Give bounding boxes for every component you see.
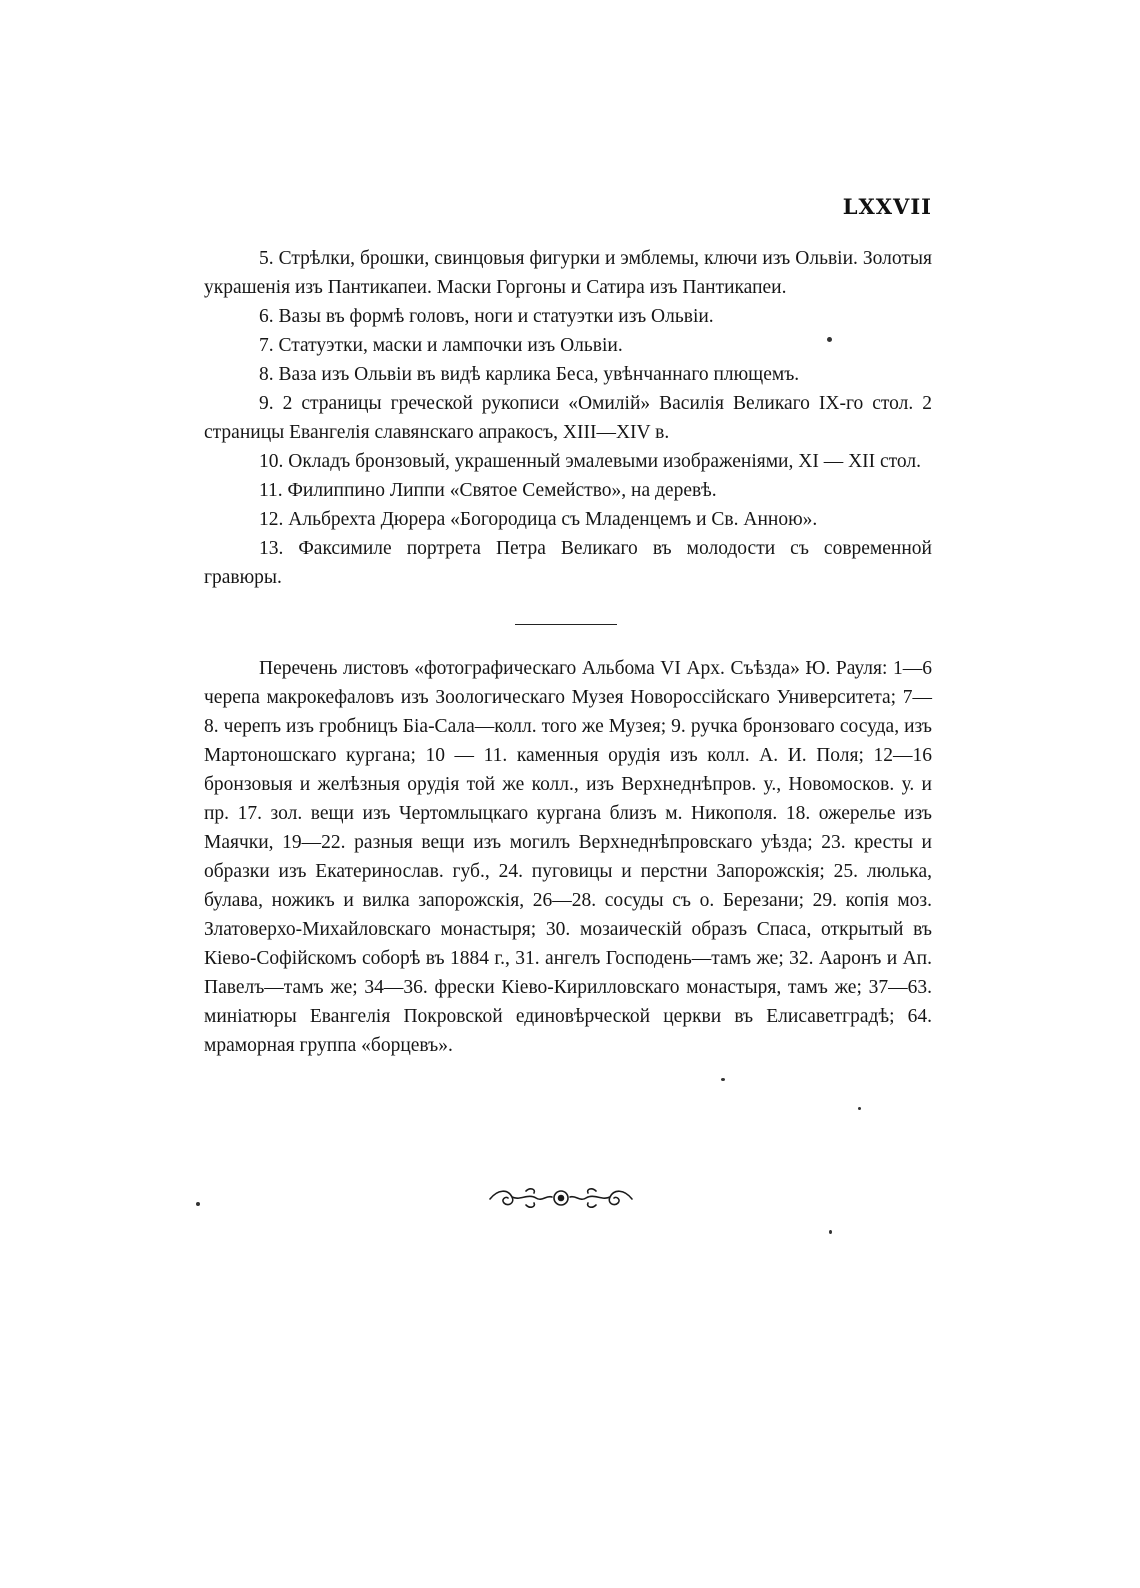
plate-item-12: 12. Альбрехта Дюрера «Богородица съ Младенцемъ и Св. Анною». — [259, 509, 818, 530]
plate-list — [204, 244, 932, 592]
plate-item-13: 13. Факсимиле портрета Петра Великаго въ молодости съ современной гравюры. — [204, 538, 932, 588]
plate-item-11: 11. Филиппино Липпи «Святое Семейство», на деревѣ. — [259, 480, 717, 501]
plate-item-7: 7. Статуэтки, маски и лампочки изъ Ольвіи. — [259, 335, 623, 356]
page-number: LXXVII — [842, 194, 932, 219]
typographic-tailpiece-icon — [486, 1183, 636, 1213]
plate-item-10: 10. Окладъ бронзовый, украшенный эмалевыми изображеніями, XI — XII стол. — [259, 451, 922, 472]
print-speck — [829, 1230, 832, 1234]
plate-item-5: 5. Стрѣлки, брошки, свинцовыя фигурки и эмблемы, ключи изъ Ольвіи. Золотыя украшенія изъ Пантикапеи. Маски Горгоны и Сатира изъ Пантикапеи. — [204, 248, 932, 298]
section-divider — [515, 624, 617, 625]
plate-item-8: 8. Ваза изъ Ольвіи въ видѣ карлика Беса, увѣнчаннаго плющемъ. — [259, 364, 800, 385]
plate-item-6: 6. Вазы въ формѣ головъ, ноги и статуэтки изъ Ольвіи. — [259, 306, 714, 327]
print-speck — [196, 1202, 200, 1206]
album-sheet-list: Перечень листовъ «фотографическаго Альбома VI Арх. Съѣзда» Ю. Рауля: 1—6 черепа макрокефаловъ изъ Зоологическаго Музея Новороссійскаго Университета; 7—8. черепъ изъ гробницъ Біа-Сала—колл. того же Музея; 9. ручка бронзоваго сосуда, изъ Мартоношскаго кургана; 10 — 11. каменныя орудія изъ колл. А. И. Поля; 12—16 бронзовыя и желѣзныя орудія той же колл., изъ Верхнеднѣпров. у., Новомосков. у. и пр. 17. зол. вещи изъ Чертомлыцкаго кургана близъ м. Никополя. 18. ожерелье изъ Маячки, 19—22. разныя вещи изъ могилъ Верхнеднѣпровскаго уѣзда; 23. кресты и образки изъ Екатеринослав. губ., 24. пуговицы и перстни Запорожскія; 25. люлька, булава, ножикъ и вилка запорожскія, 26—28. сосуды съ о. Березани; 29. копія моз. Златоверхо-Михайловскаго монастыря; 30. мозаическій образъ Спаса, открытый въ Кіево-Софійскомъ соборѣ въ 1884 г., 31. ангелъ Господень—тамъ же; 32. Ааронъ и Ап. Павелъ—тамъ же; 34—36. фрески Кіево-Кирилловскаго монастыря, тамъ же; 37—63. миніатюры Евангелія Покровской единовѣрческой церкви въ Елисаветградѣ; 64. мраморная группа «борцевъ». — [204, 658, 932, 1056]
print-speck — [858, 1107, 861, 1110]
print-speck — [721, 1078, 725, 1081]
plate-item-9: 9. 2 страницы греческой рукописи «Омилій» Василія Великаго IX-го стол. 2 страницы Евангелія славянскаго апракосъ, XIII—XIV в. — [204, 393, 932, 443]
print-speck — [827, 337, 832, 342]
